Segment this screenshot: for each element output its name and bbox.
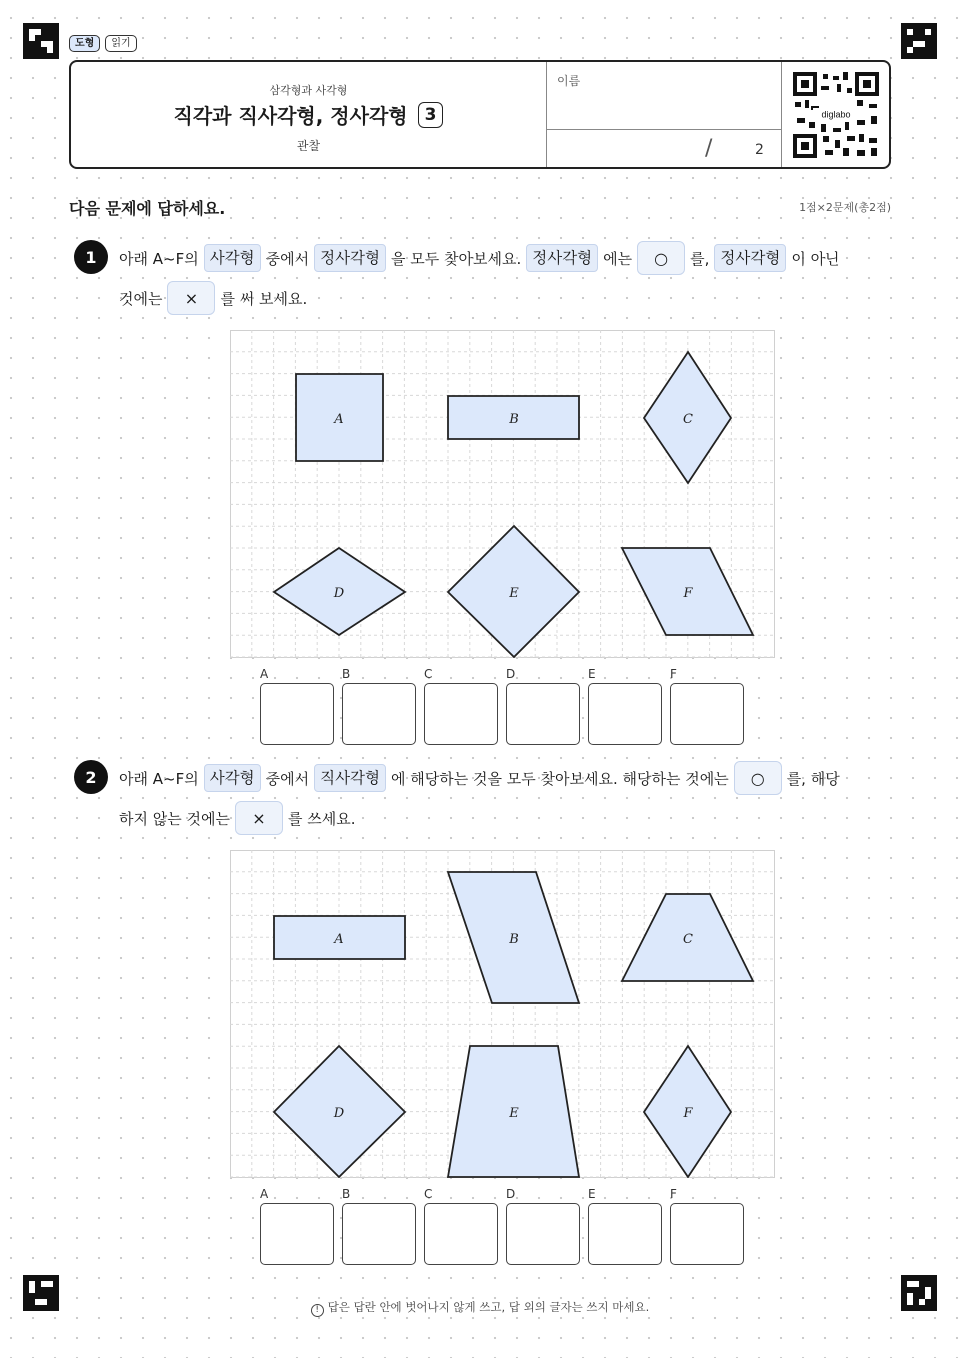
answer-label: E [588, 1187, 596, 1201]
q1-answer-box-d[interactable] [506, 683, 580, 745]
q2-shape-label-a: A [334, 932, 344, 947]
q1-text: 를, [690, 249, 710, 268]
q2-text: 중에서 [265, 769, 310, 788]
title-row [71, 100, 546, 129]
circle-symbol-chip: ○ [637, 241, 685, 275]
worksheet-topic: 관찰 [296, 139, 321, 153]
answer-label: C [424, 1187, 433, 1201]
q2-shape-label-c: C [683, 932, 693, 947]
question-2-answers [260, 1187, 744, 1265]
name-label: 이름 [557, 74, 581, 88]
q2-shape-label-b: B [509, 932, 519, 947]
q2-answer-box-e[interactable] [588, 1203, 662, 1265]
worksheet-header [69, 60, 891, 169]
answer-label: D [506, 667, 516, 681]
answer-label: C [424, 667, 433, 681]
points-info: 1점×2문제(총2점) [799, 201, 891, 214]
q1-answer-box-c[interactable] [424, 683, 498, 745]
footer-text: 답은 답란 안에 벗어나지 않게 쓰고, 답 외의 글자는 쓰지 마세요. [327, 1300, 650, 1314]
q2-shape-label-d: D [333, 1106, 345, 1121]
question-1-number: 1 [74, 240, 108, 274]
q2-chip-rectangle: 직사각형 [314, 764, 386, 792]
answer-label: D [506, 1187, 516, 1201]
corner-marker-top-right [901, 23, 937, 59]
answer-label: F [670, 667, 677, 681]
q1-shape-label-d: D [333, 586, 345, 601]
q2-text: 를, 해당 [786, 769, 840, 788]
q1-text: 이 아닌 [791, 249, 840, 268]
q1-answer-box-a[interactable] [260, 683, 334, 745]
q2-answer-box-a[interactable] [260, 1203, 334, 1265]
q1-chip-square: 정사각형 [526, 244, 598, 272]
answer-label: A [260, 667, 269, 681]
q1-answer-box-e[interactable] [588, 683, 662, 745]
question-2-figure [230, 850, 775, 1178]
score-slash: / [705, 136, 713, 161]
question-1-figure [230, 330, 775, 658]
q1-shape-label-f: F [683, 586, 693, 601]
q1-shape-label-e: E [509, 586, 519, 601]
q2-shape-label-f: F [683, 1106, 693, 1121]
qr-code [793, 72, 879, 158]
question-1-line-1 [119, 241, 840, 275]
question-1-line-2 [119, 281, 307, 315]
q1-chip-quadrilateral: 사각형 [204, 244, 261, 272]
score-total: 2 [755, 142, 764, 158]
q2-text: 에 해당하는 것을 모두 찾아보세요. 해당하는 것에는 [391, 769, 729, 788]
answer-label: F [670, 1187, 677, 1201]
q2-text: 를 쓰세요. [287, 809, 356, 828]
question-2-number: 2 [74, 760, 108, 794]
circle-symbol-chip: ○ [734, 761, 782, 795]
question-2-line-2 [119, 801, 355, 835]
q1-shape-label-a: A [334, 412, 344, 427]
info-icon: ! [311, 1304, 324, 1317]
q1-text: 를 써 보세요. [220, 289, 308, 308]
q1-chip-square: 정사각형 [714, 244, 786, 272]
q2-text: 하지 않는 것에는 [119, 809, 230, 828]
title-area [71, 62, 546, 167]
worksheet-number: 3 [418, 102, 444, 128]
q2-answer-box-f[interactable] [670, 1203, 744, 1265]
q2-answer-box-b[interactable] [342, 1203, 416, 1265]
q1-shape-label-b: B [509, 412, 519, 427]
q2-text: 아래 A~F의 [119, 769, 199, 788]
q2-chip-quadrilateral: 사각형 [204, 764, 261, 792]
name-divider [547, 129, 781, 130]
unit-subtitle: 삼각형과 사각형 [269, 84, 348, 97]
answer-label: E [588, 667, 596, 681]
q1-text: 에는 [603, 249, 633, 268]
question-1-answers [260, 667, 744, 745]
q1-text: 것에는 [119, 289, 163, 308]
q1-text: 을 모두 찾아보세요. [391, 249, 522, 268]
q1-text: 아래 A~F의 [119, 249, 199, 268]
tag-shape: 도형 [69, 35, 100, 52]
q1-shape-label-c: C [683, 412, 693, 427]
question-2-line-1 [119, 761, 840, 795]
q2-answer-box-d[interactable] [506, 1203, 580, 1265]
cross-symbol-chip: × [235, 801, 283, 835]
name-score-area[interactable] [546, 62, 782, 167]
instruction-text: 다음 문제에 답하세요. [69, 199, 226, 218]
answer-label: A [260, 1187, 269, 1201]
answer-label: B [342, 667, 351, 681]
q1-answer-box-b[interactable] [342, 683, 416, 745]
q2-answer-box-c[interactable] [424, 1203, 498, 1265]
worksheet-title: 직각과 직사각형, 정사각형 [173, 104, 408, 128]
cross-symbol-chip: × [167, 281, 215, 315]
q1-text: 중에서 [265, 249, 310, 268]
tag-reading: 읽기 [105, 35, 136, 52]
q2-shape-label-e: E [509, 1106, 519, 1121]
q1-chip-square: 정사각형 [314, 244, 386, 272]
corner-marker-top-left [23, 23, 59, 59]
q1-answer-box-f[interactable] [670, 683, 744, 745]
category-tags [69, 35, 137, 52]
answer-label: B [342, 1187, 351, 1201]
footer-note [0, 1299, 960, 1317]
qr-label: diglabo [821, 109, 851, 120]
